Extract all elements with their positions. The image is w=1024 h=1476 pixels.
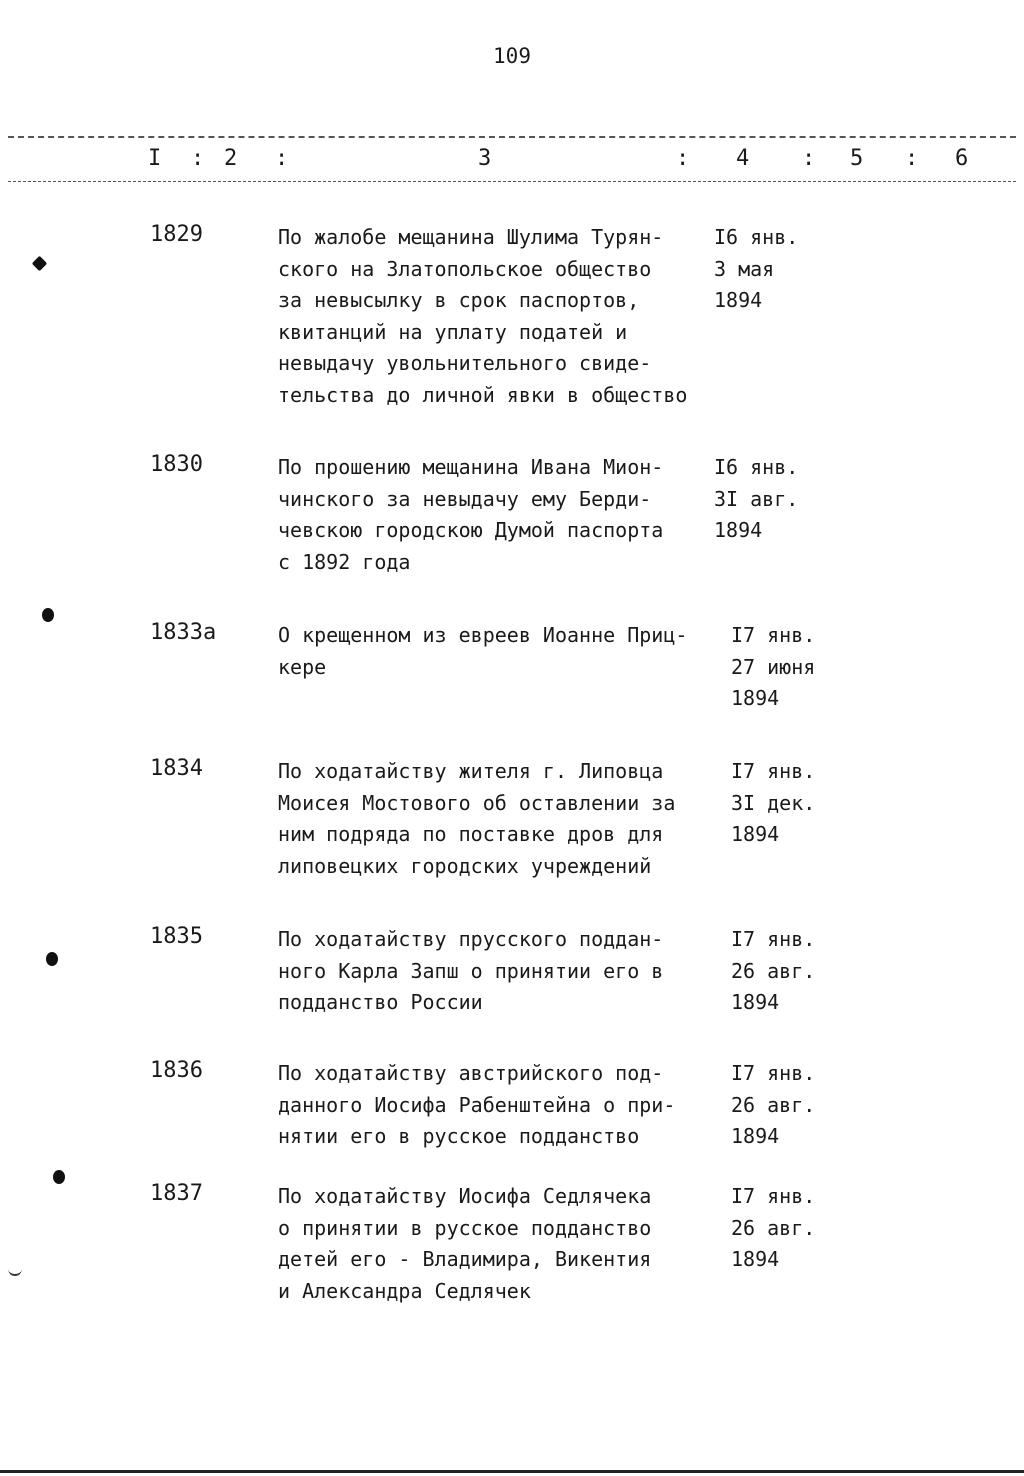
entry-dates: I7 янв. 26 авг. 1894 (731, 927, 816, 1014)
margin-mark (8, 1264, 22, 1276)
column-separator: : (676, 146, 690, 171)
entry-number: 1834 (150, 756, 203, 781)
entry-number: 1830 (150, 452, 203, 477)
entry-number: 1837 (150, 1181, 203, 1206)
column-separator: : (905, 146, 919, 171)
entry-dates: I7 янв. 26 авг. 1894 (731, 1184, 816, 1271)
entry-number: 1835 (150, 924, 203, 949)
entry-description: По ходатайству прусского поддан- ного Карла Запш о принятии его в подданство России (278, 927, 664, 1014)
entry-dates: I7 янв. 26 авг. 1894 (731, 1061, 816, 1148)
entry-description: По ходатайству австрийского под- данного Иосифа Рабенштейна о при- нятии его в русское подданство (278, 1061, 676, 1148)
column-separator: : (802, 146, 816, 171)
column-4-heading: 4 (736, 146, 750, 171)
entry-number: 1833а (150, 620, 217, 645)
column-2-heading: 2 (224, 146, 238, 171)
column-3-heading: 3 (478, 146, 492, 171)
entry-description: По жалобе мещанина Шулима Турян- ского на Златопольское общество за невысылку в срок паспортов, квитанций на уплату податей и невыдачу увольнительного свиде- тельства до личной явки в общество (278, 225, 688, 407)
entry-number: 1829 (150, 222, 203, 247)
page-number: 109 (493, 44, 531, 68)
entry-number: 1836 (150, 1058, 203, 1083)
binding-hole-mark (32, 256, 48, 272)
entry-description: По ходатайству Иосифа Седлячека о принятии в русское подданство детей его - Владимира, Викентия и Александра Седлячек (278, 1184, 652, 1303)
entry-description: По прошению мещанина Ивана Мион- чинского за невыдачу ему Берди- чевскою городскою Думой паспорта с 1892 года (278, 455, 664, 574)
entry-dates: I7 янв. 27 июня 1894 (731, 623, 816, 710)
entry-description: По ходатайству жителя г. Липовца Моисея Мостового об оставлении за ним подряда по поставке дров для липовецких городских учреждений (278, 759, 676, 878)
entry-dates: I6 янв. 3 мая 1894 (714, 225, 799, 312)
page-bottom-edge (0, 1470, 1024, 1473)
binding-hole-mark (42, 608, 54, 622)
binding-hole-mark (46, 952, 58, 966)
column-separator: : (191, 146, 205, 171)
entry-description: О крещенном из евреев Иоанне Приц- кере (278, 623, 688, 679)
column-1-heading: I (148, 146, 162, 171)
binding-hole-mark (53, 1170, 65, 1184)
header-bottom-rule (8, 181, 1016, 182)
column-separator: : (275, 146, 289, 171)
column-6-heading: 6 (955, 146, 969, 171)
entry-dates: I7 янв. 3I дек. 1894 (731, 759, 816, 846)
entry-dates: I6 янв. 3I авг. 1894 (714, 455, 799, 542)
header-top-rule (8, 136, 1016, 138)
column-5-heading: 5 (850, 146, 864, 171)
